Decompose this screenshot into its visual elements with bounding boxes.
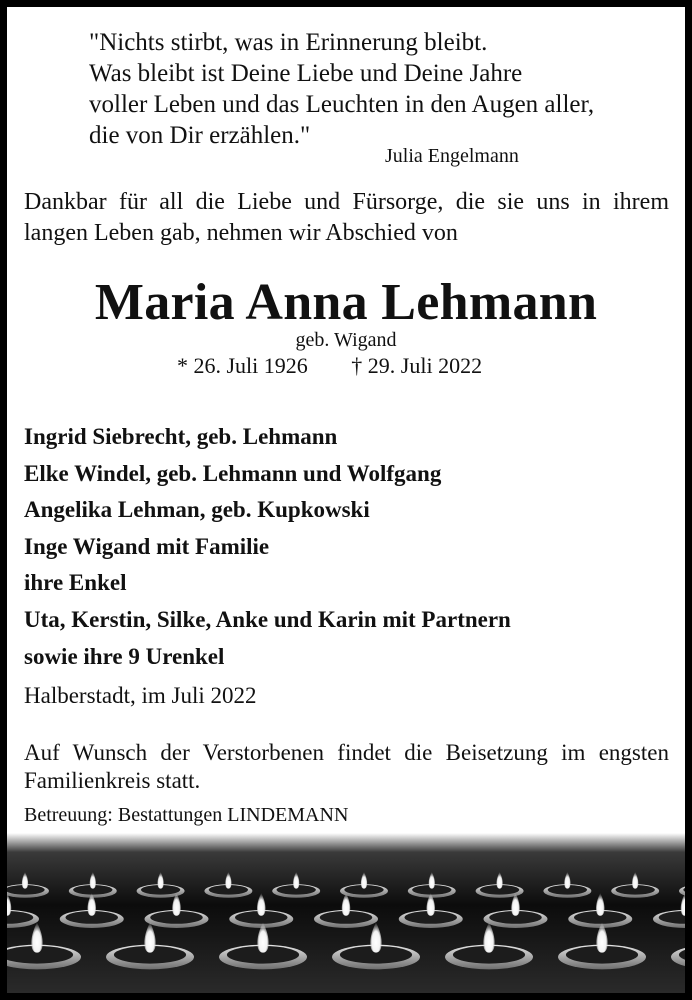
mourner-line: Elke Windel, geb. Lehmann und Wolfgang	[24, 460, 442, 486]
intro-text: Dankbar für all die Liebe und Fürsorge, die sie uns in ihrem langen Leben gab, nehmen wir Abschied von	[24, 189, 669, 246]
mourner-line: Angelika Lehman, geb. Kupkowski	[24, 497, 370, 523]
memorial-quote	[89, 27, 594, 151]
undertaker-credit: Betreuung: Bestattungen LINDEMANN	[24, 804, 349, 826]
quote-line: Was bleibt ist Deine Liebe und Deine Jahre	[89, 60, 523, 87]
candle-group	[7, 872, 685, 969]
birth-name: geb. Wigand	[295, 329, 397, 351]
birth-date: * 26. Juli 1926	[177, 353, 308, 378]
death-date: † 29. Juli 2022	[351, 353, 483, 378]
mourner-line: ihre Enkel	[24, 570, 127, 596]
mourner-line: Ingrid Siebrecht, geb. Lehmann	[24, 424, 338, 449]
burial-note: Auf Wunsch der Verstorbenen findet die Beisetzung im engsten Familienkreis statt.	[24, 740, 669, 793]
place-date: Halberstadt, im Juli 2022	[24, 683, 257, 708]
quote-line: voller Leben und das Leuchten in den Augen aller,	[89, 91, 595, 118]
candles-image	[7, 833, 685, 993]
quote-line: "Nichts stirbt, was in Erinnerung bleibt.	[89, 29, 488, 56]
mourner-line: Inge Wigand mit Familie	[24, 533, 270, 559]
deceased-name: Maria Anna Lehmann	[94, 274, 598, 331]
quote-line: die von Dir erzählen."	[89, 122, 311, 149]
mourner-line: Uta, Kerstin, Silke, Anke und Karin mit Partnern	[24, 606, 511, 632]
mourner-line: sowie ihre 9 Urenkel	[24, 643, 225, 669]
quote-author: Julia Engelmann	[385, 145, 519, 167]
mourners-list	[24, 419, 511, 675]
life-dates	[177, 353, 482, 379]
